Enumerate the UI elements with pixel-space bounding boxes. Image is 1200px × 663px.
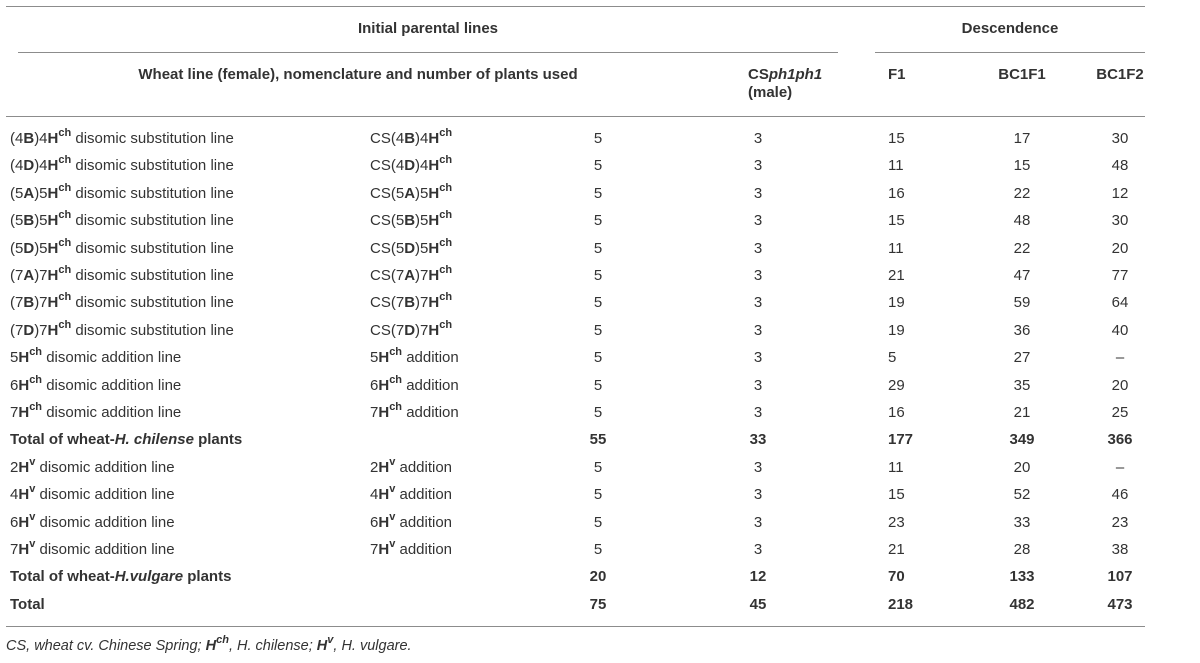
cell-male: 3 (753, 267, 763, 284)
table-footnote (6, 634, 412, 654)
cell-bc1f1: 48 (1013, 212, 1031, 230)
cell-bc1f1: 349 (1009, 431, 1035, 449)
cell-f1: 16 (888, 404, 905, 421)
cell-bc1f2: 64 (1111, 294, 1129, 312)
cell-male: 3 (753, 513, 763, 531)
cell-nomenclature: $CS(7D)7H^{ch}$ (370, 318, 453, 339)
cell-wheat-line: $(7D)7H^{ch}$ disomic substitution line (10, 318, 234, 339)
cell-bc1f2: 48 (1111, 157, 1129, 175)
column-header-male (748, 66, 822, 102)
cell-male: 3 (753, 349, 763, 367)
cell-f1: 218 (888, 595, 914, 613)
cell-nomenclature: $CS(4D)4H^{ch}$ (370, 154, 453, 175)
cell-bc1f2: 25 (1111, 404, 1129, 421)
cell-nomenclature: $CS(4B)4H^{ch}$ (370, 127, 453, 147)
cell-f1: 177 (888, 431, 914, 449)
cell-bc1f2: 107 (1107, 568, 1133, 586)
cell-plants: 5 (593, 239, 603, 257)
cell-male: 45 (749, 595, 767, 613)
cell-total-label: Total of wheat-H. chilense plants (10, 431, 243, 449)
cell-bc1f1: 21 (1013, 404, 1031, 421)
column-header-male-italic: ph1ph1 (768, 66, 823, 83)
cell-wheat-line: $(5A)5H^{ch}$ disomic substitution line (10, 181, 234, 202)
cell-male: 3 (753, 184, 763, 202)
cell-f1: 29 (888, 376, 905, 394)
cell-total-label: Total of wheat-H.vulgare plants (10, 568, 232, 586)
cell-bc1f1: 36 (1013, 321, 1031, 339)
cell-f1: 21 (888, 541, 905, 558)
cell-wheat-line: $(5D)5H^{ch}$ disomic substitution line (10, 236, 234, 257)
cell-bc1f2: 473 (1107, 595, 1133, 613)
cell-f1: 23 (888, 513, 905, 531)
cell-bc1f2: 40 (1111, 321, 1129, 339)
cell-f1: 19 (888, 321, 905, 339)
cell-bc1f2: – (1115, 349, 1125, 367)
cell-nomenclature: $6H^v$ addition (370, 510, 453, 531)
cell-f1: 15 (888, 486, 905, 504)
cell-wheat-line: $(4D)4H^{ch}$ disomic substitution line (10, 154, 234, 175)
bottom-rule (6, 626, 1145, 627)
cell-nomenclature: $5H^{ch}$ addition (370, 346, 459, 367)
cell-bc1f1: 22 (1013, 184, 1031, 202)
cell-nomenclature: $7H^v$ addition (370, 538, 453, 558)
cell-male: 3 (753, 294, 763, 312)
top-rule (6, 6, 1145, 7)
footnote-sup-ch: ch (216, 634, 229, 647)
cell-male: 3 (753, 130, 763, 147)
cell-male: 3 (753, 458, 763, 476)
cell-f1: 11 (888, 458, 904, 476)
cell-total-label: Total (10, 595, 45, 613)
cell-wheat-line: $(7B)7H^{ch}$ disomic substitution line (10, 291, 234, 312)
cell-bc1f2: 20 (1111, 376, 1129, 394)
cell-male: 3 (753, 212, 763, 230)
cell-wheat-line: $2H^v$ disomic addition line (10, 455, 175, 476)
cell-plants: 5 (593, 321, 603, 339)
group-header-descendence: Descendence (961, 20, 1059, 37)
cell-bc1f2: 12 (1111, 184, 1129, 202)
cell-nomenclature: $CS(5A)5H^{ch}$ (370, 181, 453, 202)
cell-plants: 5 (593, 130, 603, 147)
cell-bc1f1: 28 (1013, 541, 1031, 558)
cell-f1: 15 (888, 212, 905, 230)
cell-male: 3 (753, 376, 763, 394)
cell-nomenclature: $7H^{ch}$ addition (370, 401, 459, 421)
footnote-h-ch: H (205, 638, 217, 654)
cell-nomenclature: $CS(7A)7H^{ch}$ (370, 264, 453, 284)
cell-wheat-line: $5H^{ch}$ disomic addition line (10, 346, 182, 367)
cell-plants: 20 (589, 568, 607, 586)
column-header-wheat-line: Wheat line (female), nomenclature and number of plants used (138, 66, 578, 83)
footnote-h-v: H (316, 638, 328, 654)
cell-bc1f1: 133 (1009, 568, 1035, 586)
cell-f1: 19 (888, 294, 905, 312)
column-header-male-prefix: CS (748, 66, 769, 83)
cell-plants: 5 (593, 349, 603, 367)
cell-f1: 16 (888, 184, 905, 202)
column-header-bc1f2: BC1F2 (1096, 66, 1144, 83)
cell-bc1f1: 47 (1013, 267, 1031, 284)
cell-plants: 5 (593, 184, 603, 202)
column-header-f1: F1 (888, 66, 906, 83)
footnote-part-3: , H. vulgare. (333, 638, 412, 654)
cell-nomenclature: $6H^{ch}$ addition (370, 373, 459, 394)
cell-wheat-line: $6H^{ch}$ disomic addition line (10, 373, 182, 394)
cell-bc1f2: 20 (1111, 239, 1129, 257)
cell-bc1f1: 482 (1009, 595, 1035, 613)
cell-plants: 5 (593, 157, 603, 175)
cell-wheat-line: $6H^v$ disomic addition line (10, 510, 175, 531)
cell-male: 33 (749, 431, 767, 449)
cell-bc1f2: 23 (1111, 513, 1129, 531)
cell-wheat-line: $7H^{ch}$ disomic addition line (10, 401, 182, 421)
group-header-initial-parental-lines: Initial parental lines (357, 20, 499, 37)
cell-male: 12 (749, 568, 767, 586)
column-header-male-suffix: (male) (748, 84, 793, 101)
cell-bc1f2: – (1115, 458, 1125, 476)
cell-plants: 5 (593, 458, 603, 476)
cell-wheat-line: $7H^v$ disomic addition line (10, 538, 175, 558)
cell-f1: 70 (888, 568, 905, 586)
header-bottom-rule (6, 116, 1145, 117)
cell-plants: 5 (593, 404, 603, 421)
column-header-bc1f1: BC1F1 (998, 66, 1046, 83)
footnote-sup-v: v (327, 634, 334, 647)
cell-male: 3 (753, 404, 763, 421)
cell-plants: 5 (593, 212, 603, 230)
cell-bc1f1: 22 (1013, 239, 1031, 257)
cell-f1: 11 (888, 239, 904, 257)
cell-bc1f1: 20 (1013, 458, 1031, 476)
cell-plants: 5 (593, 513, 603, 531)
cell-nomenclature: $CS(5B)5H^{ch}$ (370, 209, 453, 230)
cell-bc1f1: 52 (1013, 486, 1031, 504)
cell-bc1f1: 17 (1013, 130, 1031, 147)
footnote-part-2: , H. chilense; (228, 638, 317, 654)
cell-bc1f1: 35 (1013, 376, 1031, 394)
cell-bc1f2: 30 (1111, 212, 1129, 230)
cell-nomenclature: $2H^v$ addition (370, 455, 453, 476)
cell-bc1f1: 33 (1013, 513, 1031, 531)
cell-male: 3 (753, 239, 763, 257)
cell-wheat-line: $(7A)7H^{ch}$ disomic substitution line (10, 264, 234, 284)
cell-male: 3 (753, 486, 763, 504)
cell-bc1f1: 27 (1013, 349, 1031, 367)
cell-male: 3 (753, 157, 763, 175)
cell-f1: 11 (888, 157, 904, 175)
cell-nomenclature: $CS(7B)7H^{ch}$ (370, 291, 453, 312)
cell-bc1f2: 366 (1107, 431, 1133, 449)
cell-male: 3 (753, 541, 763, 558)
cell-bc1f2: 30 (1111, 130, 1129, 147)
cell-plants: 55 (589, 431, 607, 449)
cell-bc1f1: 15 (1013, 157, 1031, 175)
group-right-rule (875, 52, 1145, 53)
cell-plants: 5 (593, 294, 603, 312)
cell-bc1f1: 59 (1013, 294, 1031, 312)
cell-f1: 21 (888, 267, 905, 284)
cell-wheat-line: $(5B)5H^{ch}$ disomic substitution line (10, 209, 234, 230)
cell-wheat-line: $(4B)4H^{ch}$ disomic substitution line (10, 127, 234, 147)
cell-plants: 5 (593, 541, 603, 558)
footnote-part-1: CS, wheat cv. Chinese Spring; (6, 638, 206, 654)
cell-f1: 5 (888, 349, 897, 367)
cell-plants: 75 (589, 595, 607, 613)
cell-plants: 5 (593, 486, 603, 504)
cell-bc1f2: 77 (1111, 267, 1129, 284)
cell-nomenclature: $4H^v$ addition (370, 483, 453, 504)
group-left-rule (18, 52, 838, 53)
cell-bc1f2: 46 (1111, 486, 1129, 504)
cell-plants: 5 (593, 267, 603, 284)
cell-nomenclature: $CS(5D)5H^{ch}$ (370, 236, 453, 257)
cell-male: 3 (753, 321, 763, 339)
cell-f1: 15 (888, 130, 905, 147)
cell-wheat-line: $4H^v$ disomic addition line (10, 483, 175, 504)
cell-plants: 5 (593, 376, 603, 394)
cell-bc1f2: 38 (1111, 541, 1129, 558)
